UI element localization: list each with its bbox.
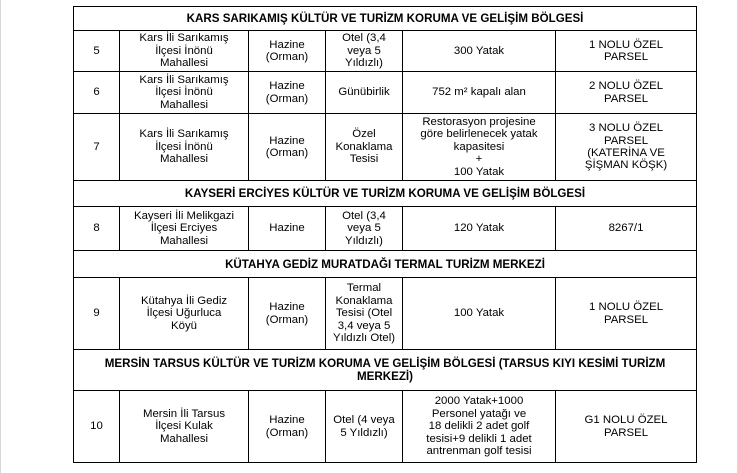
- owner-cell: Hazine (Orman): [249, 31, 326, 72]
- capacity-cell: 300 Yatak: [403, 31, 556, 72]
- table-row: [74, 72, 697, 114]
- table-row: [74, 391, 697, 463]
- page-edge-left: [0, 0, 1, 473]
- capacity-cell: 752 m² kapalı alan: [403, 72, 556, 114]
- owner-cell: Hazine (Orman): [249, 72, 326, 114]
- section-header-row: [74, 7, 697, 31]
- location-cell: Kars İli Sarıkamış İlçesi İnönü Mahallesi: [120, 114, 249, 181]
- capacity-cell: 120 Yatak: [403, 207, 556, 251]
- section-title: KÜTAHYA GEDİZ MURATDAĞI TERMAL TURİZM MERKEZİ: [74, 251, 697, 278]
- owner-cell: Hazine (Orman): [249, 391, 326, 463]
- location-cell: Mersin İli Tarsus İlçesi Kulak Mahallesi: [120, 391, 249, 463]
- parcel-cell: 1 NOLU ÖZEL PARSEL: [556, 31, 697, 72]
- table-row: [74, 114, 697, 181]
- parcel-cell: 2 NOLU ÖZEL PARSEL: [556, 72, 697, 114]
- row-number: 8: [74, 207, 120, 251]
- location-cell: Kayseri İli Melikgazi İlçesi Erciyes Mahallesi: [120, 207, 249, 251]
- owner-cell: Hazine (Orman): [249, 114, 326, 181]
- parcel-cell: 1 NOLU ÖZEL PARSEL: [556, 278, 697, 350]
- section-header-row: [74, 350, 697, 391]
- row-number: 6: [74, 72, 120, 114]
- facility-type-cell: Termal Konaklama Tesisi (Otel 3,4 veya 5 Yıldızlı Otel): [326, 278, 403, 350]
- row-number: 9: [74, 278, 120, 350]
- table-row: [74, 31, 697, 72]
- capacity-cell: 100 Yatak: [403, 278, 556, 350]
- facility-type-cell: Otel (3,4 veya 5 Yıldızlı): [326, 207, 403, 251]
- facility-type-cell: Özel Konaklama Tesisi: [326, 114, 403, 181]
- row-number: 5: [74, 31, 120, 72]
- parcel-cell: G1 NOLU ÖZEL PARSEL: [556, 391, 697, 463]
- location-cell: Kars İli Sarıkamış İlçesi İnönü Mahallesi: [120, 72, 249, 114]
- owner-cell: Hazine: [249, 207, 326, 251]
- facility-type-cell: Otel (4 veya 5 Yıldızlı): [326, 391, 403, 463]
- location-cell: Kars İli Sarıkamış İlçesi İnönü Mahallesi: [120, 31, 249, 72]
- row-number: 7: [74, 114, 120, 181]
- tourism-parcel-table: [73, 6, 697, 463]
- row-number: 10: [74, 391, 120, 463]
- location-cell: Kütahya İli Gediz İlçesi Uğurluca Köyü: [120, 278, 249, 350]
- section-header-row: [74, 181, 697, 207]
- facility-type-cell: Günübirlik: [326, 72, 403, 114]
- section-title: MERSİN TARSUS KÜLTÜR VE TURİZM KORUMA VE GELİŞİM BÖLGESİ (TARSUS KIYI KESİMİ TURİZM MERKEZİ): [74, 350, 697, 391]
- section-title: KARS SARIKAMIŞ KÜLTÜR VE TURİZM KORUMA VE GELİŞİM BÖLGESİ: [74, 7, 697, 31]
- section-title: KAYSERİ ERCİYES KÜLTÜR VE TURİZM KORUMA VE GELİŞİM BÖLGESİ: [74, 181, 697, 207]
- section-header-row: [74, 251, 697, 278]
- facility-type-cell: Otel (3,4 veya 5 Yıldızlı): [326, 31, 403, 72]
- capacity-cell: 2000 Yatak+1000 Personel yatağı ve 18 delikli 2 adet golf tesisi+9 delikli 1 adet antrenman golf tesisi: [403, 391, 556, 463]
- parcel-cell: 3 NOLU ÖZEL PARSEL (KATERİNA VE ŞİŞMAN KÖŞK): [556, 114, 697, 181]
- table-row: [74, 207, 697, 251]
- owner-cell: Hazine (Orman): [249, 278, 326, 350]
- parcel-cell: 8267/1: [556, 207, 697, 251]
- capacity-cell: Restorasyon projesine göre belirlenecek yatak kapasitesi + 100 Yatak: [403, 114, 556, 181]
- table-row: [74, 278, 697, 350]
